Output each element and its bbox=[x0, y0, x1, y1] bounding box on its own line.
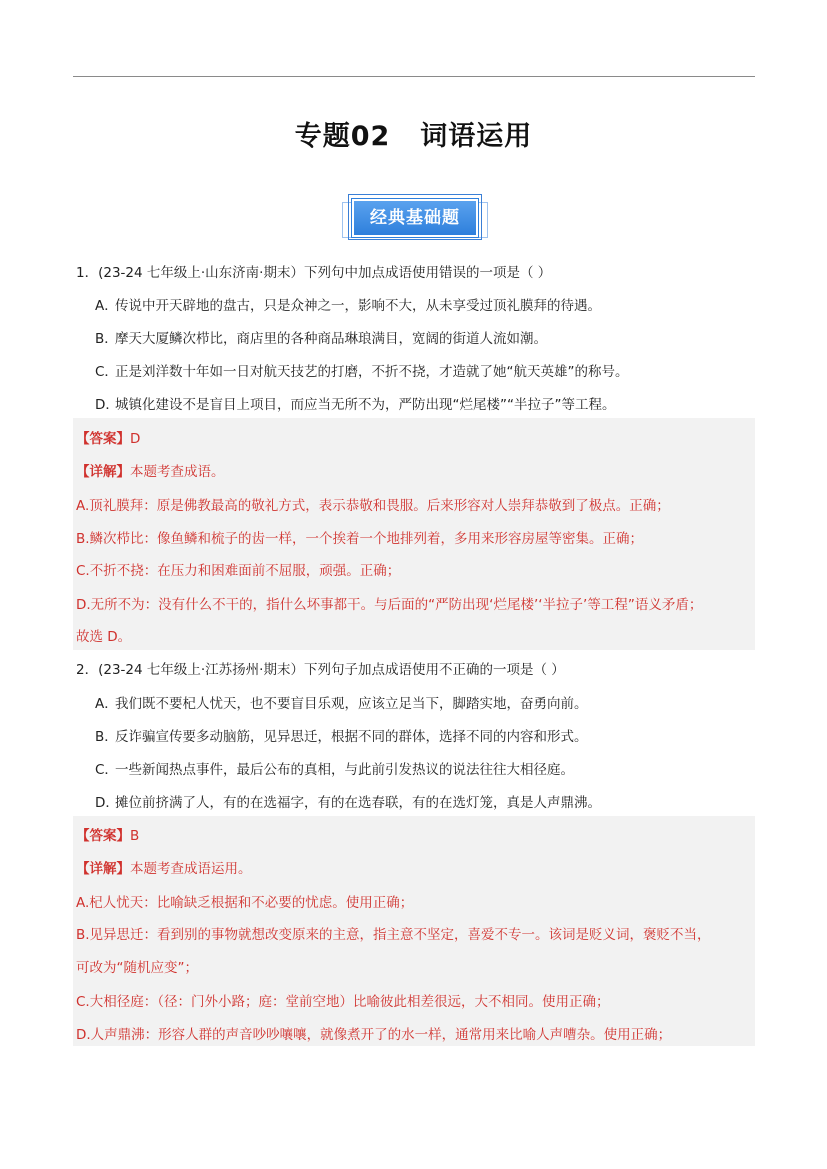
header-rule bbox=[73, 76, 755, 77]
question-1-explain-b: B.鳞次栉比：像鱼鳞和梳子的齿一样，一个挨着一个地排列着，多用来形容房屋等密集。正确； bbox=[76, 531, 644, 547]
question-1-conclusion: 故选 D。 bbox=[76, 629, 132, 645]
question-2-detail: 【详解】本题考查成语运用。 bbox=[76, 861, 252, 877]
question-2-explain-c: C.大相径庭：（径：门外小路；庭：堂前空地）比喻彼此相差很远，大不相同。使用正确； bbox=[76, 994, 610, 1010]
question-1-option-b: B．摩天大厦鳞次栉比，商店里的各种商品琳琅满目，宽阔的街道人流如潮。 bbox=[95, 331, 547, 347]
question-1-option-c: C．正是刘洋数十年如一日对航天技艺的打磨，不折不挠，才造就了她“航天英雄”的称号。 bbox=[95, 364, 629, 380]
question-1-explain-c: C.不折不挠：在压力和困难面前不屈服，顽强。正确； bbox=[76, 563, 401, 579]
question-2-option-b: B．反诈骗宣传要多动脑筋，见异思迁，根据不同的群体，选择不同的内容和形式。 bbox=[95, 729, 588, 745]
title-main: 专题02 bbox=[294, 121, 391, 152]
question-2-stem: 2．(23-24 七年级上·江苏扬州·期末）下列句子加点成语使用不正确的一项是（ ） bbox=[76, 662, 565, 678]
question-1-explain-d: D.无所不为：没有什么不干的，指什么坏事都干。与后面的“严防出现‘烂尾楼’‘半拉子’等工程”语义矛盾； bbox=[76, 597, 703, 613]
question-2-explain-b-cont: 可改为“随机应变”； bbox=[76, 960, 198, 976]
question-2-option-d: D．摊位前挤满了人，有的在选福字，有的在选春联，有的在选灯笼，真是人声鼎沸。 bbox=[95, 795, 601, 811]
question-2-explain-b: B.见异思迁：看到别的事物就想改变原来的主意，指主意不坚定，喜爱不专一。该词是贬义词，褒贬不当， bbox=[76, 927, 711, 943]
question-1-option-a: A．传说中开天辟地的盘古，只是众神之一，影响不大，从未享受过顶礼膜拜的待遇。 bbox=[95, 298, 601, 314]
section-badge bbox=[342, 194, 488, 246]
question-2-answer: 【答案】B bbox=[76, 828, 140, 844]
question-1-answer: 【答案】D bbox=[76, 431, 141, 447]
question-2-option-c: C．一些新闻热点事件，最后公布的真相，与此前引发热议的说法往往大相径庭。 bbox=[95, 762, 574, 778]
question-2-option-a: A．我们既不要杞人忧天，也不要盲目乐观，应该立足当下，脚踏实地，奋勇向前。 bbox=[95, 696, 588, 712]
question-2-explain-a: A.杞人忧天：比喻缺乏根据和不必要的忧虑。使用正确； bbox=[76, 895, 414, 911]
question-1-stem: 1．(23-24 七年级上·山东济南·期末）下列句中加点成语使用错误的一项是（ ） bbox=[76, 265, 552, 281]
section-badge-label: 经典基础题 bbox=[352, 199, 478, 237]
question-1-detail: 【详解】本题考查成语。 bbox=[76, 464, 225, 480]
title-sub: 词语运用 bbox=[420, 121, 533, 152]
page-title bbox=[0, 114, 827, 153]
question-2-explain-d: D.人声鼎沸：形容人群的声音吵吵嚷嚷，就像煮开了的水一样，通常用来比喻人声嘈杂。使用正确； bbox=[76, 1027, 672, 1043]
question-1-explain-a: A.顶礼膜拜：原是佛教最高的敬礼方式，表示恭敬和畏服。后来形容对人崇拜恭敬到了极点。正确； bbox=[76, 498, 670, 514]
question-1-option-d: D．城镇化建设不是盲目上项目，而应当无所不为，严防出现“烂尾楼”“半拉子”等工程。 bbox=[95, 397, 616, 413]
